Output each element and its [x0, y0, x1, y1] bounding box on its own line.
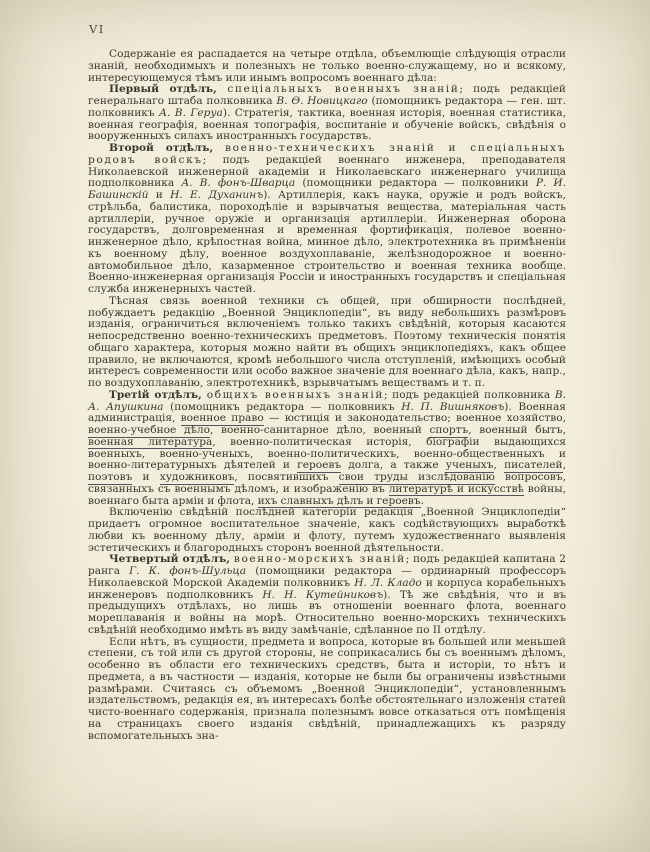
hand-underlined-text: свои труды изслѣдованію	[338, 471, 495, 483]
text-run: военно-техническихъ знаній и спеціальныхъ родовъ войскъ	[88, 142, 566, 166]
text-run: и	[148, 189, 171, 201]
hand-underlined-text: художниковъ	[159, 471, 235, 483]
text-run: , военный бытъ,	[468, 424, 566, 436]
text-run: Р. И. Башинскій	[88, 177, 566, 201]
text-run: Содержаніе ея распадается на четыре отдѣла, объемлющіе слѣдующія отрасли знаній, необходимыхъ и полезныхъ не только военно-служащему, но и всякому, интересующемуся тѣмъ или инымъ вопросомъ военнаго дѣла:	[88, 48, 566, 84]
text-run: ). Военная администрація,	[88, 400, 566, 425]
text-body	[88, 49, 566, 742]
text-run: общихъ военныхъ знаній	[206, 388, 384, 401]
text-run: Включенію свѣдѣній послѣдней категоріи редакція „Военной Энциклопедіи“ придаетъ огромное воспитательное значеніе, какъ содѣйствующихъ выработкѣ любви къ военному дѣлу, арміи и флоту, путемъ художественнаго выявленія эстетическихъ и благородныхъ сторонъ военной дѣятельности.	[88, 506, 566, 554]
text-run: В. А. Апушкина	[88, 388, 566, 413]
text-run: ). Артиллерія, какъ наука, оружіе и родъ войскъ, стрѣльба, балистика, пороходѣліе и взрывчатыя вещества, матеріальная часть артиллеріи, ручное оружіе и организація артиллеріи. Инженерная оборона государствъ, долговременная и временная фортификація, полевое военно-инженерное дѣло, крѣпостная война, минное дѣло, электротехника въ примѣненіи къ военному дѣлу, военное воздухоплаваніе, желѣзнодорожное и военно-автомобильное дѣло, казарменное строительство и военная техника вообще. Военно-инженерная организація Россіи и иностранныхъ государствъ и спеціальная служба инженерныхъ частей.	[88, 189, 566, 295]
page-content	[88, 22, 566, 742]
text-run: Второй отдѣлъ,	[109, 142, 226, 154]
text-run: войны, военнаго быта арміи и флота,	[88, 482, 566, 507]
text-run: , военно-политическая исторія, біографіи выдающихся военныхъ, военно-ученыхъ, военно-политическихъ, военно-общественныхъ и военно-литературныхъ дѣятелей и	[88, 435, 566, 472]
text-run: Н. Л. Кладо	[354, 576, 422, 589]
text-run: Г. К. фонъ-Шульца	[129, 565, 247, 577]
hand-underlined-text: ихъ славныхъ дѣлъ и героевъ	[257, 494, 421, 507]
paragraph	[88, 390, 566, 508]
paragraph	[88, 143, 566, 296]
text-run: спеціальныхъ военныхъ знаній	[227, 83, 460, 96]
text-run: ; подъ редакціей генеральнаго штаба полковника	[88, 83, 566, 107]
page-number: VI	[89, 22, 105, 36]
text-run: А. В. фонъ-Шварца	[181, 177, 296, 190]
text-run: (помощники редактора — полковники	[295, 177, 536, 190]
text-run: Н. Н. Кутейниковъ	[262, 588, 384, 601]
hand-underlined-text: ученыхъ	[445, 459, 494, 472]
text-run: Тѣсная связь военной техники съ общей, при обширности послѣдней, побуждаетъ редакцію „Военной Энциклопедіи“, въ виду небольшихъ размѣровъ изданія, ограничиться включеніемъ только такихъ свѣдѣній, которыя касаются непосредственно военно-техническихъ предметовъ. Поэтому техническія понятія общаго характера, которыя можно найти въ общихъ энциклопедіяхъ, какъ общее правило, не включаются, кромѣ небольшого числа отступленій, имѣющихъ особый интересъ современности или особо важное значеніе для военнаго дѣла, какъ, напр., по воздухоплаванію, электротехникѣ, взрывчатымъ веществамъ и т. п.	[88, 294, 566, 389]
hand-underlined-text: военно-учебное дѣло	[88, 424, 210, 436]
text-run: ; подъ редакціей капитана 2 ранга	[88, 553, 566, 577]
text-run: военно-морскихъ знаній	[233, 553, 406, 566]
text-run: ,	[493, 459, 505, 472]
text-run: ,	[562, 459, 566, 472]
hand-underlined-text: литературѣ и искусствѣ	[388, 482, 524, 495]
hand-underlined-text: героевъ	[297, 459, 342, 472]
text-run: .	[420, 494, 424, 507]
text-run: (помощникъ редактора — ген. шт. полковникъ	[88, 95, 567, 119]
hand-underlined-text: военная литература	[88, 435, 213, 448]
text-run: А. В. Геруа	[159, 106, 223, 119]
text-run: вопросовъ, связанныхъ съ военнымъ дѣломъ, и изображенію въ	[88, 471, 566, 495]
text-run: Четвертый отдѣлъ,	[109, 553, 234, 566]
text-run: (помощникъ редактора — полковникъ	[163, 400, 402, 413]
text-run: ). Стратегія, тактика, военная исторія, военная статистика, военная географія, военная топографія, воспитаніе и обученіе войскъ, свѣдѣнія о вооруженныхъ силахъ иностранныхъ государствъ.	[88, 106, 566, 143]
text-run: и корпуса корабельныхъ инженеровъ подполковникъ	[88, 576, 566, 601]
text-run: ; подъ редакціей военнаго инженера, преподавателя Николаевской инженерной академіи и Николаевскаго инженернаго училища подполковника	[88, 153, 566, 190]
text-run: Н. П. Вишняковъ	[401, 400, 505, 413]
text-run: ). Тѣ же свѣдѣнія, что и въ предыдущихъ отдѣлахъ, но лишь въ отношеніи военнаго флота, военнаго мореплаванія и войны на морѣ. Относительно военно-морскихъ техническихъ свѣдѣній необходимо имѣть въ виду замѣчаніе, сдѣланное по II отдѣлу.	[88, 588, 566, 636]
paragraph	[88, 507, 566, 554]
text-run: Третій отдѣлъ,	[109, 388, 207, 401]
text-run: долга, а также	[341, 459, 446, 472]
text-run: Если нѣтъ, въ сущности, предмета и вопроса, которые въ большей или меньшей степени, съ той или съ другой стороны, не соприкасались бы съ военнымъ дѣломъ, особенно въ области его техническихъ средствъ, быта и исторіи, то нѣтъ и предмета, а въ частности — изданія, которые не были бы ограничены извѣстными размѣрами. Считаясь съ объемомъ „Военной Энциклопедіи“, установленнымъ издательствомъ, редакція ея, въ интересахъ болѣе обстоятельнаго изложенія статей чисто-военнаго содержанія, признала полезнымъ вовсе отказаться отъ помѣщенія на страницахъ своего изданія свѣдѣній, принадлежащихъ къ разряду вспомогательныхъ зна-	[88, 635, 566, 742]
text-run: , посвятившихъ	[234, 471, 339, 483]
paragraph	[88, 554, 566, 636]
hand-underlined-text: писателей	[504, 459, 563, 472]
paragraph	[88, 49, 566, 84]
hand-underlined-text: спортъ	[429, 424, 469, 436]
text-run: , военно-санитарное дѣло, военный	[210, 424, 430, 436]
paragraph	[88, 637, 566, 743]
paragraph	[88, 84, 566, 143]
text-run: В. Ѳ. Новицкаго	[276, 95, 368, 107]
hand-underlined-text: военное право	[180, 412, 264, 425]
text-run: и	[132, 471, 160, 483]
text-run: (помощники редактора — ординарный профессоръ Николаевской Морской Академіи полковникъ	[88, 565, 566, 589]
text-run: ; подъ редакціей полковника	[384, 388, 555, 401]
paragraph	[88, 296, 566, 390]
text-run: Н. Е. Духанинъ	[170, 189, 264, 201]
text-run: Первый отдѣлъ,	[109, 83, 228, 96]
hand-underlined-text: поэтовъ	[88, 471, 133, 483]
text-run: — юстиція и законодательство; военное хозяйство,	[263, 412, 566, 425]
